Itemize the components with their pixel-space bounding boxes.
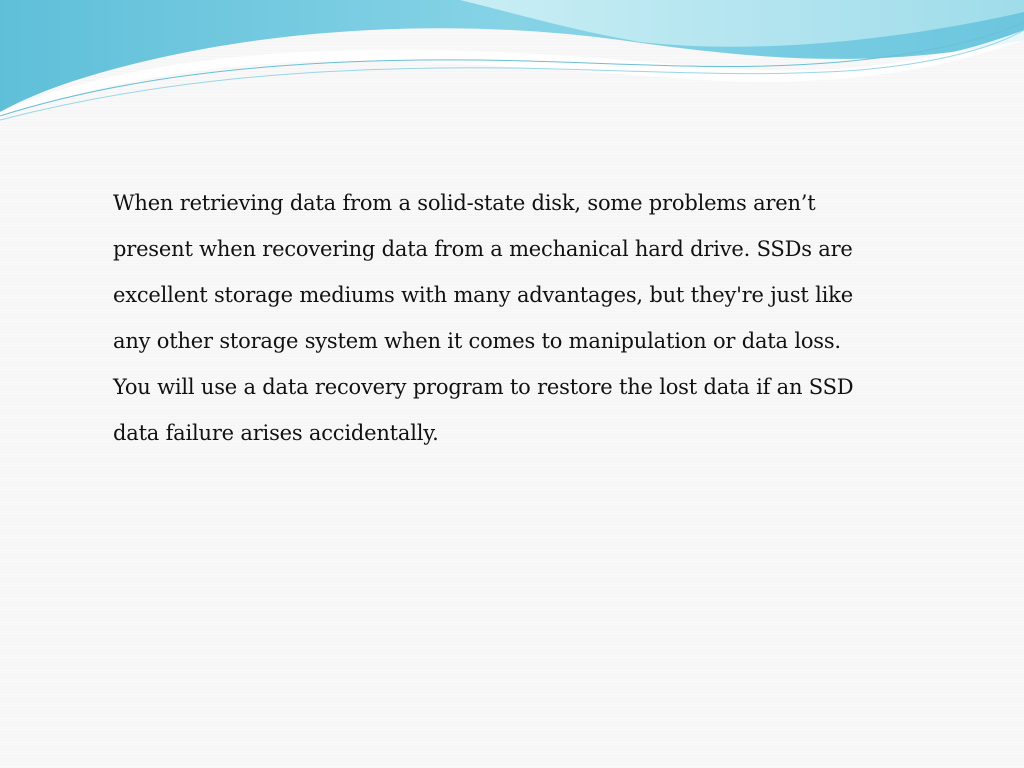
body-line: any other storage system when it comes to manipulation or data loss. [113,329,841,353]
header-wave-decoration [0,0,1024,130]
body-line: data failure arises accidentally. [113,421,439,445]
body-line: present when recovering data from a mechanical hard drive. SSDs are [113,237,853,261]
body-line: When retrieving data from a solid-state disk, some problems aren’t [113,191,816,215]
body-line: You will use a data recovery program to restore the lost data if an SSD [113,375,854,399]
body-paragraph [113,180,903,456]
body-line: excellent storage mediums with many advantages, but they're just like [113,283,853,307]
